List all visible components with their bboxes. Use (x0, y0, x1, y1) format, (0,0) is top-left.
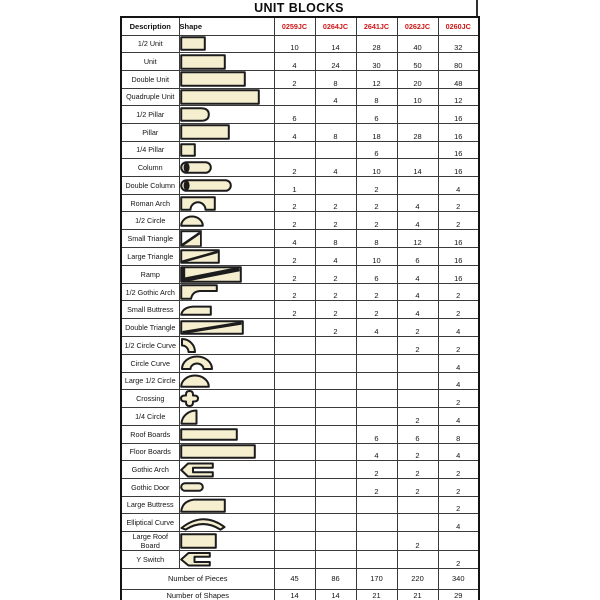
description-cell: Large Triangle (121, 248, 179, 266)
quantity-cell: 2 (356, 283, 397, 301)
quantity-cell: 16 (438, 248, 479, 266)
quantity-cell (397, 496, 438, 514)
quantity-cell (397, 372, 438, 390)
description-cell: Circle Curve (121, 354, 179, 372)
quantity-cell (315, 336, 356, 354)
table-row (121, 194, 479, 212)
table-row (121, 141, 479, 159)
table-row (121, 283, 479, 301)
quantity-cell (274, 425, 315, 443)
quantity-cell (315, 461, 356, 479)
quantity-cell (356, 354, 397, 372)
quantity-cell (315, 177, 356, 195)
shape-cell (179, 496, 274, 514)
footer-total-cell: 14 (274, 589, 315, 600)
shape-cell (179, 212, 274, 230)
description-cell: Large Roof Board (121, 532, 179, 551)
shape-cell (179, 265, 274, 283)
table-row (121, 53, 479, 71)
quantity-cell (397, 177, 438, 195)
description-cell: 1/2 Circle (121, 212, 179, 230)
description-cell: Gothic Door (121, 478, 179, 496)
quantity-cell: 2 (274, 159, 315, 177)
quantity-cell: 4 (438, 372, 479, 390)
quantity-cell: 2 (315, 283, 356, 301)
quantity-cell (274, 551, 315, 569)
description-cell: 1/2 Gothic Arch (121, 283, 179, 301)
description-cell: Gothic Arch (121, 461, 179, 479)
quantity-cell: 4 (438, 408, 479, 426)
shape-cell (179, 425, 274, 443)
description-cell: Large Buttress (121, 496, 179, 514)
quantity-cell: 2 (274, 248, 315, 266)
quantity-cell: 2 (438, 461, 479, 479)
shape-cell (179, 123, 274, 141)
quantity-cell: 4 (274, 53, 315, 71)
quantity-cell: 32 (438, 35, 479, 53)
quantity-cell (315, 390, 356, 408)
shape-unit-icon (180, 54, 226, 70)
quantity-cell: 2 (397, 319, 438, 337)
quantity-cell: 28 (397, 123, 438, 141)
quantity-cell (356, 390, 397, 408)
description-cell: 1/4 Circle (121, 408, 179, 426)
shape-half-gothic-arch-icon (180, 284, 218, 300)
shape-cell (179, 390, 274, 408)
shape-crossing-icon (180, 390, 199, 407)
description-cell: Large 1/2 Circle (121, 372, 179, 390)
unit-blocks-table (120, 16, 480, 600)
shape-cell (179, 194, 274, 212)
quantity-cell (438, 532, 479, 551)
header-row (121, 17, 479, 35)
footer-label: Number of Pieces (121, 568, 274, 589)
table-row (121, 70, 479, 88)
table-row (121, 336, 479, 354)
quantity-cell: 12 (397, 230, 438, 248)
quantity-cell: 2 (397, 461, 438, 479)
description-cell: Double Triangle (121, 319, 179, 337)
quantity-cell: 8 (315, 230, 356, 248)
col-header-set-0260jc: 0260JC (438, 17, 479, 35)
quantity-cell (274, 319, 315, 337)
quantity-cell (397, 354, 438, 372)
description-cell: Elliptical Curve (121, 514, 179, 532)
quantity-cell: 2 (356, 177, 397, 195)
quantity-cell: 10 (356, 159, 397, 177)
quantity-cell: 48 (438, 70, 479, 88)
quantity-cell: 2 (438, 496, 479, 514)
quantity-cell: 2 (438, 194, 479, 212)
shape-double-column-icon (180, 179, 232, 192)
shape-cell (179, 478, 274, 496)
table-row (121, 372, 479, 390)
quantity-cell: 2 (397, 532, 438, 551)
quantity-cell: 8 (315, 123, 356, 141)
footer-total-cell: 14 (315, 589, 356, 600)
quantity-cell: 10 (397, 88, 438, 106)
shape-cell (179, 443, 274, 461)
quantity-cell: 30 (356, 53, 397, 71)
quantity-cell (274, 372, 315, 390)
shape-cell (179, 336, 274, 354)
shape-ramp-icon (180, 266, 242, 283)
quantity-cell: 4 (397, 212, 438, 230)
col-header-set-0259jc: 0259JC (274, 17, 315, 35)
shape-floor-boards-icon (180, 444, 256, 459)
table-row (121, 443, 479, 461)
quantity-cell: 2 (397, 478, 438, 496)
quantity-cell (315, 372, 356, 390)
quantity-cell: 2 (356, 478, 397, 496)
quantity-cell: 16 (438, 141, 479, 159)
quantity-cell: 8 (438, 425, 479, 443)
shape-cell (179, 461, 274, 479)
quantity-cell (356, 496, 397, 514)
quantity-cell: 6 (397, 425, 438, 443)
table-row (121, 123, 479, 141)
quantity-cell (356, 336, 397, 354)
quantity-cell (356, 372, 397, 390)
description-cell: 1/2 Unit (121, 35, 179, 53)
quantity-cell (274, 443, 315, 461)
quantity-cell (274, 88, 315, 106)
shape-quadruple-unit-icon (180, 89, 260, 105)
quantity-cell: 24 (315, 53, 356, 71)
col-header-description: Description (121, 17, 179, 35)
quantity-cell: 10 (274, 35, 315, 53)
shape-roman-arch-icon (180, 196, 216, 211)
quantity-cell: 4 (438, 443, 479, 461)
quantity-cell: 8 (356, 230, 397, 248)
quantity-cell: 4 (438, 514, 479, 532)
quantity-cell (315, 425, 356, 443)
shape-gothic-arch-icon (180, 462, 214, 478)
quantity-cell: 2 (438, 283, 479, 301)
quantity-cell: 6 (356, 141, 397, 159)
quantity-cell: 40 (397, 35, 438, 53)
quantity-cell (274, 478, 315, 496)
description-cell: Roman Arch (121, 194, 179, 212)
shape-column-icon (180, 161, 212, 174)
shape-quarter-circle-icon (180, 409, 198, 425)
shape-pillar-icon (180, 124, 230, 140)
quantity-cell (397, 390, 438, 408)
quantity-cell: 4 (438, 177, 479, 195)
quantity-cell: 50 (397, 53, 438, 71)
col-header-set-2641jc: 2641JC (356, 17, 397, 35)
quantity-cell: 2 (274, 194, 315, 212)
quantity-cell (315, 532, 356, 551)
quantity-cell (356, 532, 397, 551)
quantity-cell (315, 496, 356, 514)
description-cell: 1/2 Circle Curve (121, 336, 179, 354)
description-cell: Quadruple Unit (121, 88, 179, 106)
description-cell: Y Switch (121, 551, 179, 569)
shape-cell (179, 319, 274, 337)
quantity-cell: 4 (438, 354, 479, 372)
shape-cell (179, 70, 274, 88)
table-row (121, 514, 479, 532)
quantity-cell (315, 514, 356, 532)
quantity-cell (274, 461, 315, 479)
table-row (121, 159, 479, 177)
description-cell: 1/2 Pillar (121, 106, 179, 124)
quantity-cell: 12 (438, 88, 479, 106)
table-row (121, 390, 479, 408)
shape-cell (179, 141, 274, 159)
shape-circle-curve-icon (180, 355, 214, 371)
description-cell: Pillar (121, 123, 179, 141)
table-row (121, 88, 479, 106)
table-row (121, 106, 479, 124)
footer-total-cell: 170 (356, 568, 397, 589)
quantity-cell: 4 (315, 248, 356, 266)
quantity-cell: 4 (356, 443, 397, 461)
quantity-cell: 16 (438, 106, 479, 124)
footer-total-cell: 340 (438, 568, 479, 589)
quantity-cell: 8 (356, 88, 397, 106)
description-cell: Double Column (121, 177, 179, 195)
quantity-cell (315, 106, 356, 124)
shape-cell (179, 514, 274, 532)
shape-cell (179, 177, 274, 195)
quantity-cell: 2 (356, 194, 397, 212)
col-header-shape: Shape (179, 17, 274, 35)
quantity-cell: 14 (397, 159, 438, 177)
footer-total-cell: 86 (315, 568, 356, 589)
shape-double-unit-icon (180, 71, 246, 87)
quantity-cell: 2 (438, 301, 479, 319)
quantity-cell: 4 (315, 159, 356, 177)
quantity-cell: 4 (315, 88, 356, 106)
shape-y-switch-icon (180, 551, 211, 567)
quantity-cell: 2 (356, 461, 397, 479)
quantity-cell: 2 (356, 301, 397, 319)
quantity-cell: 4 (397, 283, 438, 301)
shape-large-roof-board-icon (180, 533, 217, 549)
quantity-cell: 2 (274, 283, 315, 301)
shape-half-pillar-icon (180, 107, 210, 122)
quantity-cell: 2 (315, 212, 356, 230)
quantity-cell (315, 443, 356, 461)
table-row (121, 408, 479, 426)
quantity-cell (356, 551, 397, 569)
quantity-cell (274, 336, 315, 354)
shape-small-triangle-icon (180, 230, 202, 247)
footer-label: Number of Shapes (121, 589, 274, 600)
shape-half-unit-icon (180, 36, 206, 51)
quantity-cell: 4 (397, 265, 438, 283)
shape-cell (179, 551, 274, 569)
quantity-cell: 10 (356, 248, 397, 266)
quantity-cell: 6 (274, 106, 315, 124)
quantity-cell: 2 (438, 336, 479, 354)
table-row (121, 301, 479, 319)
table-row (121, 319, 479, 337)
quantity-cell: 28 (356, 35, 397, 53)
quantity-cell: 2 (438, 390, 479, 408)
table-row (121, 248, 479, 266)
quantity-cell: 4 (274, 123, 315, 141)
quantity-cell: 16 (438, 159, 479, 177)
shape-large-buttress-icon (180, 497, 226, 513)
quantity-cell: 2 (315, 301, 356, 319)
shape-double-triangle-icon (180, 320, 244, 335)
quantity-cell (274, 390, 315, 408)
shape-cell (179, 248, 274, 266)
quantity-cell (397, 141, 438, 159)
shape-half-circle-icon (180, 215, 204, 227)
quantity-cell: 4 (356, 319, 397, 337)
quantity-cell: 18 (356, 123, 397, 141)
shape-cell (179, 230, 274, 248)
number-of-pieces-row (121, 568, 479, 589)
footer-total-cell: 21 (397, 589, 438, 600)
description-cell: Small Buttress (121, 301, 179, 319)
quantity-cell: 16 (438, 123, 479, 141)
quantity-cell (315, 551, 356, 569)
quantity-cell: 2 (274, 301, 315, 319)
shape-large-triangle-icon (180, 249, 220, 264)
description-cell: 1/4 Pillar (121, 141, 179, 159)
shape-small-buttress-icon (180, 304, 212, 316)
shape-cell (179, 354, 274, 372)
shape-elliptical-curve-icon (180, 515, 226, 531)
table-row (121, 425, 479, 443)
quantity-cell (315, 141, 356, 159)
quantity-cell (274, 141, 315, 159)
col-header-set-0264jc: 0264JC (315, 17, 356, 35)
quantity-cell: 4 (274, 230, 315, 248)
page-title: UNIT BLOCKS (254, 1, 344, 15)
quantity-cell: 2 (356, 212, 397, 230)
quantity-cell (356, 514, 397, 532)
description-cell: Roof Boards (121, 425, 179, 443)
quantity-cell (274, 354, 315, 372)
shape-cell (179, 301, 274, 319)
quantity-cell: 1 (274, 177, 315, 195)
table-row (121, 461, 479, 479)
footer-total-cell: 45 (274, 568, 315, 589)
table-row (121, 265, 479, 283)
shape-quarter-pillar-icon (180, 143, 196, 157)
quantity-cell: 6 (356, 106, 397, 124)
description-cell: Crossing (121, 390, 179, 408)
quantity-cell: 16 (438, 265, 479, 283)
description-cell: Double Unit (121, 70, 179, 88)
quantity-cell: 2 (315, 265, 356, 283)
quantity-cell (397, 106, 438, 124)
table-row (121, 35, 479, 53)
quantity-cell (315, 478, 356, 496)
quantity-cell: 2 (438, 212, 479, 230)
shape-large-half-circle-icon (180, 374, 210, 388)
description-cell: Unit (121, 53, 179, 71)
quantity-cell: 20 (397, 70, 438, 88)
shape-cell (179, 106, 274, 124)
quantity-cell: 2 (315, 194, 356, 212)
quantity-cell: 14 (315, 35, 356, 53)
shape-cell (179, 53, 274, 71)
footer-total-cell: 29 (438, 589, 479, 600)
quantity-cell (397, 514, 438, 532)
quantity-cell: 4 (397, 301, 438, 319)
description-cell: Floor Boards (121, 443, 179, 461)
quantity-cell (274, 496, 315, 514)
quantity-cell: 2 (274, 212, 315, 230)
quantity-cell (315, 354, 356, 372)
quantity-cell (356, 408, 397, 426)
quantity-cell: 2 (438, 478, 479, 496)
shape-cell (179, 532, 274, 551)
quantity-cell: 8 (315, 70, 356, 88)
quantity-cell: 12 (356, 70, 397, 88)
shape-cell (179, 88, 274, 106)
description-cell: Ramp (121, 265, 179, 283)
footer-total-cell: 220 (397, 568, 438, 589)
table-row (121, 478, 479, 496)
shape-gothic-door-icon (180, 482, 204, 492)
number-of-shapes-row (121, 589, 479, 600)
shape-cell (179, 283, 274, 301)
quantity-cell: 6 (356, 425, 397, 443)
quantity-cell: 2 (274, 265, 315, 283)
shape-cell (179, 408, 274, 426)
quantity-cell (274, 532, 315, 551)
quantity-cell: 2 (397, 336, 438, 354)
table-row (121, 212, 479, 230)
quantity-cell (397, 551, 438, 569)
quantity-cell: 16 (438, 230, 479, 248)
quantity-cell (274, 514, 315, 532)
table-row (121, 551, 479, 569)
quantity-cell (274, 408, 315, 426)
description-cell: Small Triangle (121, 230, 179, 248)
table-row (121, 230, 479, 248)
quantity-cell: 80 (438, 53, 479, 71)
shape-cell (179, 35, 274, 53)
shape-cell (179, 372, 274, 390)
footer-total-cell: 21 (356, 589, 397, 600)
shape-half-circle-curve-icon (180, 337, 198, 354)
quantity-cell: 2 (438, 551, 479, 569)
table-row (121, 354, 479, 372)
shape-roof-boards-icon (180, 428, 238, 441)
quantity-cell: 6 (356, 265, 397, 283)
table-row (121, 496, 479, 514)
table-row (121, 532, 479, 551)
quantity-cell: 4 (438, 319, 479, 337)
quantity-cell: 2 (397, 408, 438, 426)
shape-cell (179, 159, 274, 177)
quantity-cell: 2 (315, 319, 356, 337)
quantity-cell (315, 408, 356, 426)
quantity-cell: 6 (397, 248, 438, 266)
description-cell: Column (121, 159, 179, 177)
quantity-cell: 2 (274, 70, 315, 88)
table-row (121, 177, 479, 195)
quantity-cell: 4 (397, 194, 438, 212)
col-header-set-0262jc: 0262JC (397, 17, 438, 35)
quantity-cell: 2 (397, 443, 438, 461)
